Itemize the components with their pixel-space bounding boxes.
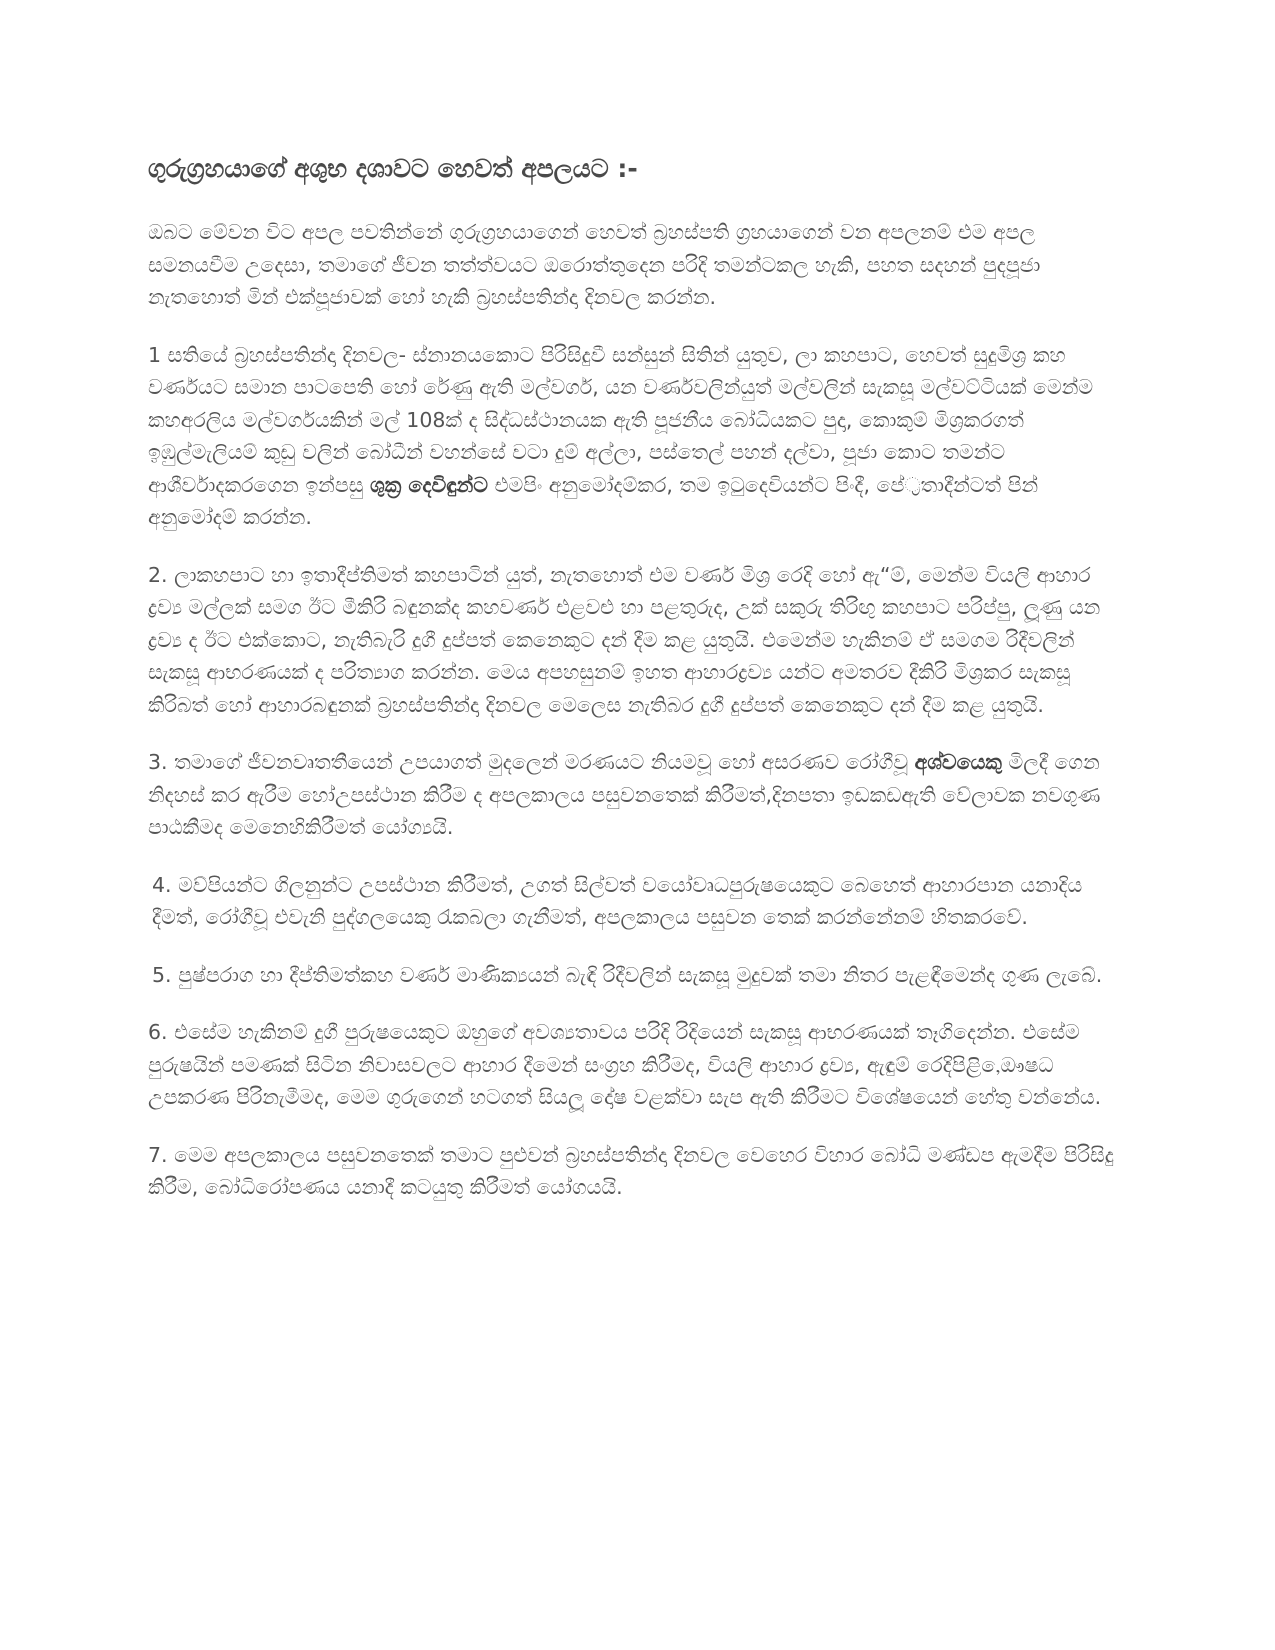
paragraph-3-bold: අශ්වයෙකු xyxy=(914,750,1002,774)
paragraph-1-text: 1 සතියේ බ්‍රහස්පතින්දා දිනවල- ස්නානයකොට පිරිසිදුවී සන්සුන් සිතින් යුතුව, ලා කහපාට, හෙවත් සුදුමිශ්‍ර කහ වර්ණයට සමාන පාටපෙති හෝ රේණු ඇති මල්වර්ග, යන වර්ණවලින්යුත් මල්වලින් සැකසූ මල්වට්ටියක් මෙන්ම කහඅරලිය මල්වර්ගයකින් මල් 108ක් ද සිද්ධස්ථානයක ඇති පූජනීය බෝධියකට පුදා, කොකුම් මිශ්‍රකරගත් ඉඹුල්මැලියම් කුඩු වලින් බෝධීන් වහන්සේ වටා දුම් අල්ලා, පස්තෙල් පහන් දල්වා, පූජා කොට තමන්ට ආශීර්වාදකරගෙන ඉන්පසු xyxy=(148,342,1094,497)
paragraph-1-bold: ශුක්‍ර දෙවිඳුන්ට xyxy=(369,472,489,497)
paragraph-2: 2. ලාකහපාට හා ඉතාදීප්තිමත් කහපාටින් යුත්, නැතහොත් එම වර්ණ මිශ්‍ර රෙදි හෝ ඇ“ම්, මෙන්ම වියලි ආහාර ද්‍රව්‍ය මල්ලක් සමග ඊට මීකිරි බඳුනක්ද කහවර්ණ එළවළු හා පළතුරුද, උක් සකුරු තිරිඟු කහපාට පරිප්පු, ලූණු යන ද්‍රව්‍ය ද ඊට එක්කොට, නැතිබැරි දුගී දුප්පත් කෙනෙකුට දන් දීම කළ යුතුයි. එමෙන්ම හැකිනම් ඒ සමගම රිදීවලින් සැකසූ ආභරණයක් ද පරිත්‍යාග කරන්න. මෙය අපහසුනම් ඉහත ආහාරද්‍රව්‍ය යන්ට අමතරව දීකිරි මිශ්‍රකර සැකසූ කිරිබත් හෝ ආහාරබඳුනක් බ්‍රහස්පතින්දා දිනවල මෙලෙස නැතිබර දුගී දුප්පත් කෙනෙකුට දන් දීම කළ යුතුයි. xyxy=(148,562,1101,717)
page-title: ගුරුග්‍රහයාගේ අශුභ දශාවට හෙවත් අපලයට :- xyxy=(148,154,638,183)
paragraph-7: 7. මෙම අපලකාලය පසුවනතෙක් තමාට පුළුවන් බ්‍රහස්පතින්දා දිනවල වෙහෙර විහාර බෝධි මණ්ඩප ඇමදීම පිරිසිදු කිරීම, බෝධිරෝපණය යනාදී කටයුතු කිරීමත් යෝගයයි. xyxy=(148,1142,1114,1199)
document-page xyxy=(148,152,1128,1229)
paragraph-1-text-end: එමපිං අනුමෝදම්කර, තම ඉටුදෙවියන්ට පිංදී, පේ්‍රතාදීන්ටත් පින් අනුමෝදම් කරන්න. xyxy=(148,472,1039,529)
paragraph-6: 6. එසේම හැකිනම් දුගී පුරුෂයෙකුට ඔහුගේ අවශ්‍යතාවය පරිදි රිදියෙන් සැකසූ ආභරණයක් තෑගිදෙන්න. එසේම පුරුෂයින් පමණක් සිටින නිවාසවලට ආහාර දීමෙන් සංග්‍රහ කිරීමද, වියලි ආහාර ද්‍රව්‍ය, ඇඳුම් රෙදිපිළි,ෙඖෂධ උපකරණ පිරිනැමීමද, මෙම ගුරුගෙන් හටගත් සියලූ දෝෂ වළක්වා සැප ඇති කිරීමට විශේෂයෙන් හේතු වන්නේය. xyxy=(148,1020,1102,1109)
paragraph-4: 4. මව්පියන්ට ගිලනුන්ට උපස්ථාන කිරීමත්, උගත් සිල්වත් වයෝවෘධපුරුෂයෙකුට බෙහෙත් ආහාරපාන යනාදිය දීමත්, රෝගීවූ එවැනි පුද්ගලයෙකු රැකබලා ගැනීමත්, අපලකාලය පසුවන තෙක් කරන්නේනම් හිතකරවේ. xyxy=(152,872,1083,929)
paragraph-1 xyxy=(148,339,1128,534)
paragraph-5: 5. පුෂ්පරාග හා දීප්තිමත්කහ වර්ණ මාණික්‍යයන් බැඳි රිදීවලින් සැකසූ මුදුවක් තමා නිතර පැළඳීමෙන්ද ගුණ ලැබේ. xyxy=(152,962,1103,987)
intro-paragraph: ඔබට මේවන විට අපල පවතින්නේ ගුරුග්‍රහයාගෙන් හෙවත් බ්‍රහස්පති ග්‍රහයාගෙන් වන අපලනම් එම අපල සමනයවීම උදෙසා, තමාගේ ජීවන තත්ත්වයට ඔරොත්තුදෙන පරිදි තමන්ටකල හැකි, පහත සදහන් පුදපූජා නැතහොත් මින් එක්පූජාවක් හෝ හැකි බ්‍රහස්පතින්දා දිනවල කරන්න. xyxy=(148,220,1041,309)
paragraph-3 xyxy=(148,746,1128,844)
paragraph-3-text-end: මිලදී ගෙන නිදහස් කර ඇරීම හෝඋපස්ථාන කිරීම ද අපලකාලය පසුවනතෙක් කිරීමත්,දිනපතා ඉඩකඩඇති වේලාවක නවගුණ පාඨකීමද මෙනෙහිකිරීමත් යෝග්‍යයි. xyxy=(148,750,1101,839)
paragraph-3-text: 3. තමාගේ ජීවනවෘතතීයෙන් උපයාගත් මුදලෙන් මරණයට නියමවූ හෝ අසරණව රෝගීවූ xyxy=(148,750,915,774)
